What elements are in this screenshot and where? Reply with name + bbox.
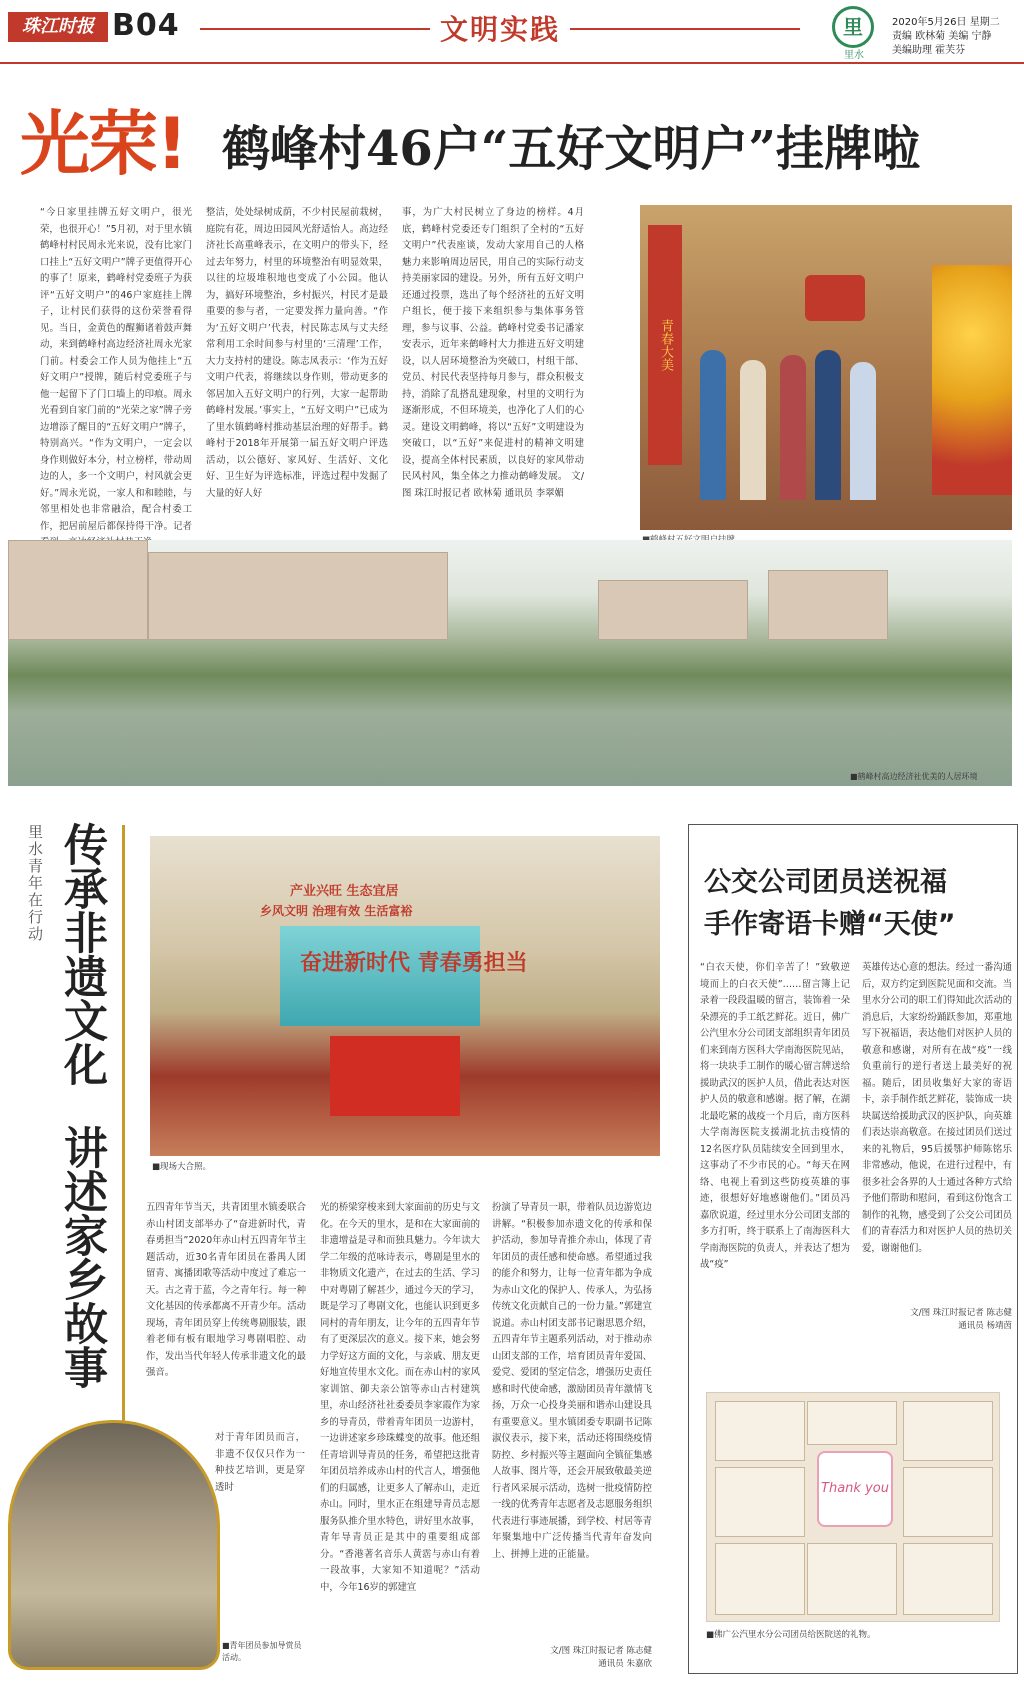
top-article-column-3 — [402, 205, 584, 535]
greeting-card — [715, 1401, 805, 1461]
town-emblem-label: 里水 — [844, 50, 864, 61]
bus-title-line-1: 公交公司团员送祝福 — [704, 867, 947, 898]
top-article-column-1: “今日家里挂牌五好文明户，很光荣，也很开心！”5月初，对于里水镇鹤峰村村民周永光来说，没有比家门口挂上“五好文明户”牌子更值得开心的事了！原来，鹤峰村党委班子为获评“五好文明户”的46户家庭挂上牌子，让村民们获得的这份荣誉看得见。当日，金黄色的醒狮诸着鼓声舞动，来到鹤峰村高边经济社周永光家门前。村委会工作人员为他挂上“五好文明户”授牌，随后村党委班子与他一起留下了门口墙上的印痕。周永光看到自家门前的“光荣之家”牌子旁边增添了醒目的“五好文明户”牌子，特别高兴。“作为文明户，一定会以身作则做好本分，村立榜样，带动周边的人，多一个文明户，村风就会更好。”周永光说，一家人和和睦睦，与邻里相处也非常融洽，配合村委工作，把居前屋后都保持得干净。记者 — [40, 207, 192, 532]
youth-article-column-3: 扮演了导青员一职，带着队员边游览边讲解。“积极参加赤遗文化的传承和保护活动，参加导青推介赤山，体现了青年团员的责任感和使命感。希望通过我的能介和努力，让每一位青年都为争成为赤山文化的保护人、传承人，为弘扬传统文化贡献自己的一份力量。”郭建宣说道。赤山村团支部书记谢思恩介绍，五四青年节主题系列活动，对于推动赤山团支部的工作，培育团员青年爱国、爱党、爱团的坚定信念，增强历史责任感和时代使命感，激励团员青年激情飞扬，万众一心投身美丽和谐赤山建设具有重要意义。里水镇团委专职副书记陈淑仪表示，接下来，活动还将围绕疫情防控、乡村振兴等主题面向全镇征集感人故事、图片等，还会开展致敬最美逆行者风采展示活动，选树一批疫情防控一线的优秀青年志愿者及志愿服务组织代表进行事迹展播，到学校、村居等青年聚集地中广泛传播当代青年奋发向上、拼搏上进的正能量。 — [492, 1202, 652, 1560]
youth-title-line-1: 传承非遗文化 — [56, 822, 107, 1086]
person-figure — [850, 362, 876, 500]
top-article-byline: 文/图 珠江时报记者 欧林菊 通讯员 李翠媚 — [402, 471, 584, 499]
section-divider-right — [570, 28, 800, 30]
group-photo — [150, 836, 660, 1156]
section-title: 文明实践 — [440, 13, 561, 46]
photo-slogan-1: 产业兴旺 生态宜居 — [290, 884, 399, 899]
greeting-card — [903, 1401, 993, 1461]
bus-article-byline — [862, 1307, 1012, 1333]
group-photo-caption: ■现场大合照。 — [152, 1162, 212, 1172]
youth-side-label: 里水青年在行动 — [26, 824, 44, 943]
person-figure — [780, 355, 806, 500]
editor-credit: 责编 欧林菊 美编 宁静 — [892, 31, 992, 42]
guide-activity-photo — [8, 1420, 220, 1670]
person-figure — [700, 350, 726, 500]
youth-article-byline — [492, 1645, 652, 1671]
top-article-body-3: 事，为广大村民树立了身边的榜样。4月底，鹤峰村党委还专门组织了全村的“五好文明户”代表座谈，发动大家用自己的人格魅力来影响周边居民，用自己的实际行动支持美丽家园的建设。另外，所有五好文明户还通过投票，选出了每个经济社的五好文明户组长，便于接下来组织参与集体事务管理，参与议事、公益。鹤峰村党委书记潘家安表示，近年来鹤峰村大力推进五好文明建设，以人居环境整治为突破口，村组干部、党员、村民代表坚持每月参与，群众积极支持，消除了乱搭乱建现象，村里的文明行为逐渐形成，不但环境美，也净化了人们的心灵。建设文明鹤峰，将以“五好”文明建设为突破口，以“五好”来促进村的精神文明建设，提高全体村民素质，以良好的家风带动民风村风，集全体之力推动鹤峰发展。 — [402, 207, 584, 482]
section-divider-left — [200, 28, 430, 30]
thank-you-card: Thank you — [817, 1451, 893, 1527]
lion-dance-costume — [932, 265, 1012, 495]
greeting-card — [903, 1467, 993, 1537]
youth-byline-correspondent: 通讯员 朱嘉欣 — [598, 1659, 652, 1669]
youth-byline-reporter: 文/图 珠江时报记者 陈志健 — [550, 1646, 652, 1656]
headline-emphasis: 光荣! — [20, 103, 186, 185]
guide-photo-caption: ■青年团员参加导赏员活动。 — [222, 1641, 302, 1662]
bus-byline-correspondent: 通讯员 杨靖茵 — [958, 1321, 1012, 1331]
village-building — [768, 570, 888, 640]
landscape-caption: ■鹤峰村高边经济社优美的人居环境 — [850, 772, 978, 781]
issue-date: 2020年5月26日 星期二 — [892, 17, 1000, 28]
greeting-card — [903, 1543, 993, 1615]
bus-title-line-2: 手作寄语卡赠“天使” — [704, 909, 956, 940]
village-building — [148, 552, 448, 640]
plaque-ceremony-photo — [640, 205, 1012, 530]
youth-league-flag — [330, 1036, 460, 1116]
greeting-card — [715, 1467, 805, 1537]
youth-article-column-1: 五四青年节当天，共青团里水镇委联合赤山村团支部举办了“奋进新时代，青春勇担当”2020年赤山村五四青年节主题活动，近30名青年团员在番禺人团留青、寓播团歌等活动中度过了难忘一天。古之青于蓝，今之青年行。每一种文化基因的传承都离不开青少年。活动现场，青年团员穿上传统粤剧服装，跟着老师有板有眼地学习粤剧唱腔、动作，发出当代年轻人传承非遗文化的最强音。 — [146, 1202, 306, 1378]
photo-slogan-2: 乡风文明 治理有效 生活富裕 — [260, 904, 413, 918]
bus-byline-reporter: 文/图 珠江时报记者 陈志健 — [910, 1308, 1012, 1318]
person-figure — [740, 360, 766, 500]
headline-main: 鹤峰村46户“五好文明户”挂牌啦 — [222, 121, 921, 177]
page-number: B04 — [112, 8, 180, 43]
greeting-card — [807, 1401, 897, 1445]
greeting-card — [807, 1543, 897, 1615]
person-figure — [815, 350, 841, 500]
village-building — [8, 540, 148, 640]
youth-title-line-2: 讲述家乡故事 — [56, 1125, 107, 1389]
youth-article-column-2: 光的桥梁穿梭来到大家面前的历史与文化。在今天的里水，是和在大家面前的非遗增益是寻和而独具魅力。今年读大学二年级的范咏诗表示，粤剧是里水的非物质文化遗产，在过去的生活、学习中对粤剧了解甚少，通过今天的学习，既是学习了粤剧文化，也能认识到更多同村的青年朋友，让今年的五四青年节有了更深层次的意义。接下来，她会努力学好这方面的文化，与亲戚、朋友更好地宣传里水文化。而在赤山村的家风家训馆、御夫亲公馆等赤山古村建筑里，赤山经济社社委委员李家霞作为家乡的导青员，带着青年团员一边游村，一边讲述家乡珍珠蝶变的故事。他还组任青培训导青员的任务，希望把这批青年团员培养成赤山村的代言人，增强他们的归属感，让更多人了解赤山，走近赤山。同时，里水正在组建导青员志愿服务队推介里水特色，讲好里水故事，青年导青员正是其中的重要组成部分。“香港著名音乐人黄霑与赤山有着一段故事，大家知不知道呢？”活动中，今年16岁的郭建宣 — [320, 1202, 480, 1593]
top-article-column-2: 整洁，处处绿树成荫，不少村民屋前栽树，庭院有花，周边田园风光舒适怡人。高边经济社长高重峰表示，在文明户的带头下，经过去年努力，村里的环境整治有明显效果，以往的垃圾堆积地也变成了小公园。他认为，搞好环境整治，乡村振兴，村民才是最重要的参与者，一定要发挥力量向善。“作为‘五好文明户’代表，村民陈志凤与丈夫经常利用工余时间参与村里的‘三清理’工作，大力支持村的建设。陈志凤表示：‘作为五好文明户代表，将继续以身作则，带动更多的邻居加入五好文明户的行列，大家一起帮助鹤峰村发展。’事实上，“五好文明户”已成为了里水镇鹤峰村推动基层治理的好帮手。鹤峰村于2018年开展第一届五好文明户评选活动，以公德好、家风好、生活好、文化好、卫生好为评选标准，评选过程中发掘了大量的好人好 — [206, 207, 388, 499]
village-building — [598, 580, 748, 640]
date-info — [892, 16, 1022, 58]
bus-article-column-2: 英雄传达心意的想法。经过一番沟通后，双方约定到医院见面和交流。当里水分公司的职工们得知此次活动的消息后，大家纷纷踊跃参加，郑重地写下祝福语，表达他们对医护人员的敬意和感谢，对所有在战“疫”一线负重前行的逆行者送上最美好的祝福。随后，团员收集好大家的寄语卡，亲手制作纸艺鲜花，装饰成一块块属送给援助武汉的医护队，向英雄们表达崇高敬意。在接过团员们送过来的礼物后，95后援鄂护师陈铭乐非常感动，他说，在进行过程中，有很多社会各界的人士通过各种方式给予他们帮助和慰问，看到这份饱含工制作的礼物，感受到了公交公司团员们的青春活力和对医护人员的热切关爱，谢谢他们。 — [862, 962, 1013, 1254]
greeting-card — [715, 1543, 805, 1615]
youth-article-column-1-cont: 对于青年团员而言，非遗不仅仅只作为一种技艺培训，更是穿透时 — [215, 1432, 305, 1493]
editor-assistant-credit: 美编助理 霍芙芬 — [892, 45, 966, 56]
greeting-cards-photo — [706, 1392, 1000, 1622]
honor-plaque — [805, 275, 865, 321]
town-emblem-icon: 里 — [832, 6, 874, 48]
cards-photo-caption: ■佛广公汽里水分公司团员给医院送的礼物。 — [706, 1630, 876, 1640]
stage-text: 奋进新时代 青春勇担当 — [300, 951, 528, 976]
photo-red-banner: 青春大美 — [648, 225, 682, 465]
bus-article-column-1: “白衣天使，你们辛苦了！”致敬逆境而上的白衣天使”……留言簿上记录着一段段温暖的留言，装饰着一朵朵漂亮的手工纸艺鲜花。近日，佛广公汽里水分公司团支部组织青年团员们来到南方医科大学南海医院见站，将一块块手工制作的暖心留言牌送给援助武汉的医护人员，借此表达对医护人员的敬意和感谢。据了解，在湖北最吃紧的战疫一个月后，南方医科大学南海医院支援湖北抗击疫情的12名医疗队员陆续安全回到里水，这事动了不少市民的心。“每天在网络、电视上看到这些防疫英雄的事迹，很想好好地感谢他们。”团员冯嘉欣说道，经过里水分公司团支部的多方打听，终于联系上了南海医科大学南海医院的负责人，并表达了想为战“疫” — [700, 962, 851, 1270]
newspaper-logo: 珠江时报 — [8, 12, 108, 42]
village-landscape-photo — [8, 540, 1012, 786]
